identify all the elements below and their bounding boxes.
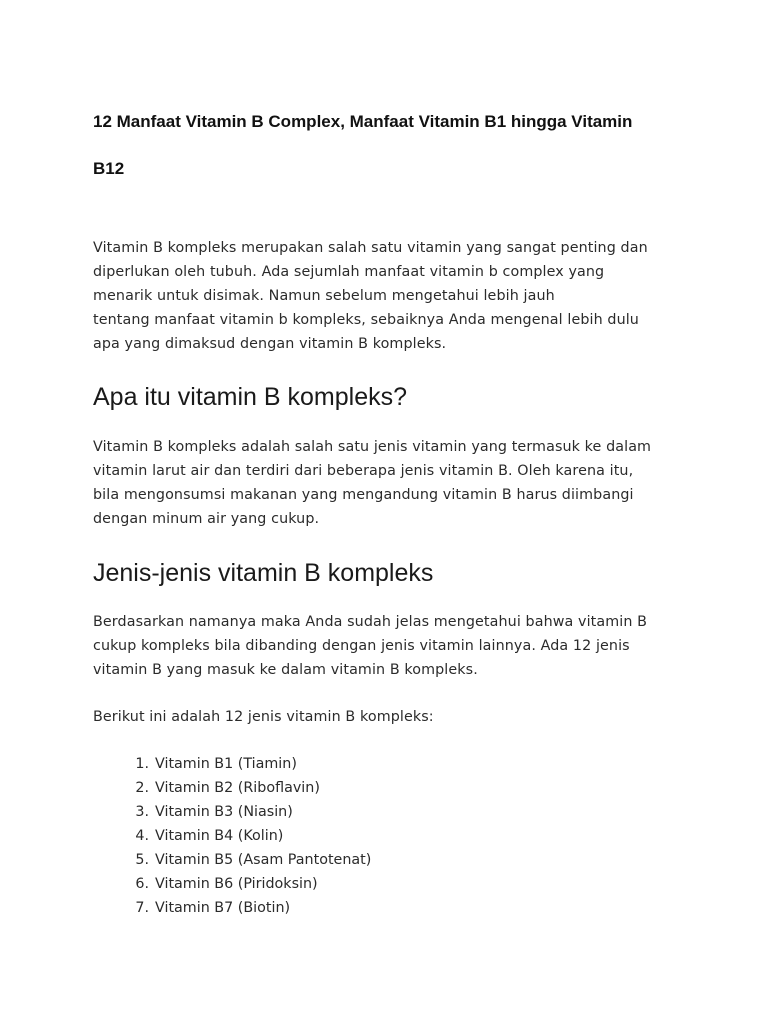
list-item-text: Vitamin B6 (Piridoksin) xyxy=(155,876,318,892)
section2-paragraph xyxy=(93,610,683,682)
intro-line: tentang manfaat vitamin b kompleks, sebaiknya Anda mengenal lebih dulu xyxy=(93,312,639,328)
list-item-text: Vitamin B2 (Riboflavin) xyxy=(155,780,320,796)
list-item-number: 1. xyxy=(135,756,149,772)
list-item-text: Vitamin B7 (Biotin) xyxy=(155,900,291,916)
intro-paragraph xyxy=(93,236,683,356)
section1-line: vitamin larut air dan terdiri dari beberapa jenis vitamin B. Oleh karena itu, xyxy=(93,463,634,479)
vitamin-list xyxy=(93,752,371,920)
list-item-number: 2. xyxy=(135,780,149,796)
list-item-text: Vitamin B1 (Tiamin) xyxy=(155,756,297,772)
section1-line: dengan minum air yang cukup. xyxy=(93,511,320,527)
list-item xyxy=(93,848,371,872)
section1-line: Vitamin B kompleks adalah salah satu jenis vitamin yang termasuk ke dalam xyxy=(93,439,652,455)
list-intro xyxy=(93,705,683,729)
intro-line: menarik untuk disimak. Namun sebelum mengetahui lebih jauh xyxy=(93,288,555,304)
section-heading-what-is: Apa itu vitamin B kompleks? xyxy=(93,383,408,411)
list-item-number: 6. xyxy=(135,876,149,892)
section2-line: vitamin B yang masuk ke dalam vitamin B kompleks. xyxy=(93,662,478,678)
list-item-number: 4. xyxy=(135,828,149,844)
list-item xyxy=(93,896,371,920)
list-item xyxy=(93,752,371,776)
list-item-text: Vitamin B4 (Kolin) xyxy=(155,828,284,844)
intro-line: apa yang dimaksud dengan vitamin B kompleks. xyxy=(93,336,447,352)
section-heading-types: Jenis-jenis vitamin B kompleks xyxy=(93,559,434,587)
list-item-text: Vitamin B3 (Niasin) xyxy=(155,804,293,820)
list-item xyxy=(93,824,371,848)
section1-paragraph xyxy=(93,435,683,531)
list-item xyxy=(93,800,371,824)
document-title-line-1: 12 Manfaat Vitamin B Complex, Manfaat Vitamin B1 hingga Vitamin xyxy=(93,112,633,131)
list-item-number: 7. xyxy=(135,900,149,916)
list-item xyxy=(93,872,371,896)
list-item-text: Vitamin B5 (Asam Pantotenat) xyxy=(155,852,372,868)
list-intro-text: Berikut ini adalah 12 jenis vitamin B kompleks: xyxy=(93,709,434,725)
section2-line: cukup kompleks bila dibanding dengan jenis vitamin lainnya. Ada 12 jenis xyxy=(93,638,630,654)
list-item-number: 3. xyxy=(135,804,149,820)
section1-line: bila mengonsumsi makanan yang mengandung vitamin B harus diimbangi xyxy=(93,487,634,503)
document-title-line-2: B12 xyxy=(93,159,125,178)
list-item-number: 5. xyxy=(135,852,149,868)
intro-line: diperlukan oleh tubuh. Ada sejumlah manfaat vitamin b complex yang xyxy=(93,264,605,280)
intro-line: Vitamin B kompleks merupakan salah satu vitamin yang sangat penting dan xyxy=(93,240,648,256)
list-item xyxy=(93,776,371,800)
section2-line: Berdasarkan namanya maka Anda sudah jelas mengetahui bahwa vitamin B xyxy=(93,614,648,630)
